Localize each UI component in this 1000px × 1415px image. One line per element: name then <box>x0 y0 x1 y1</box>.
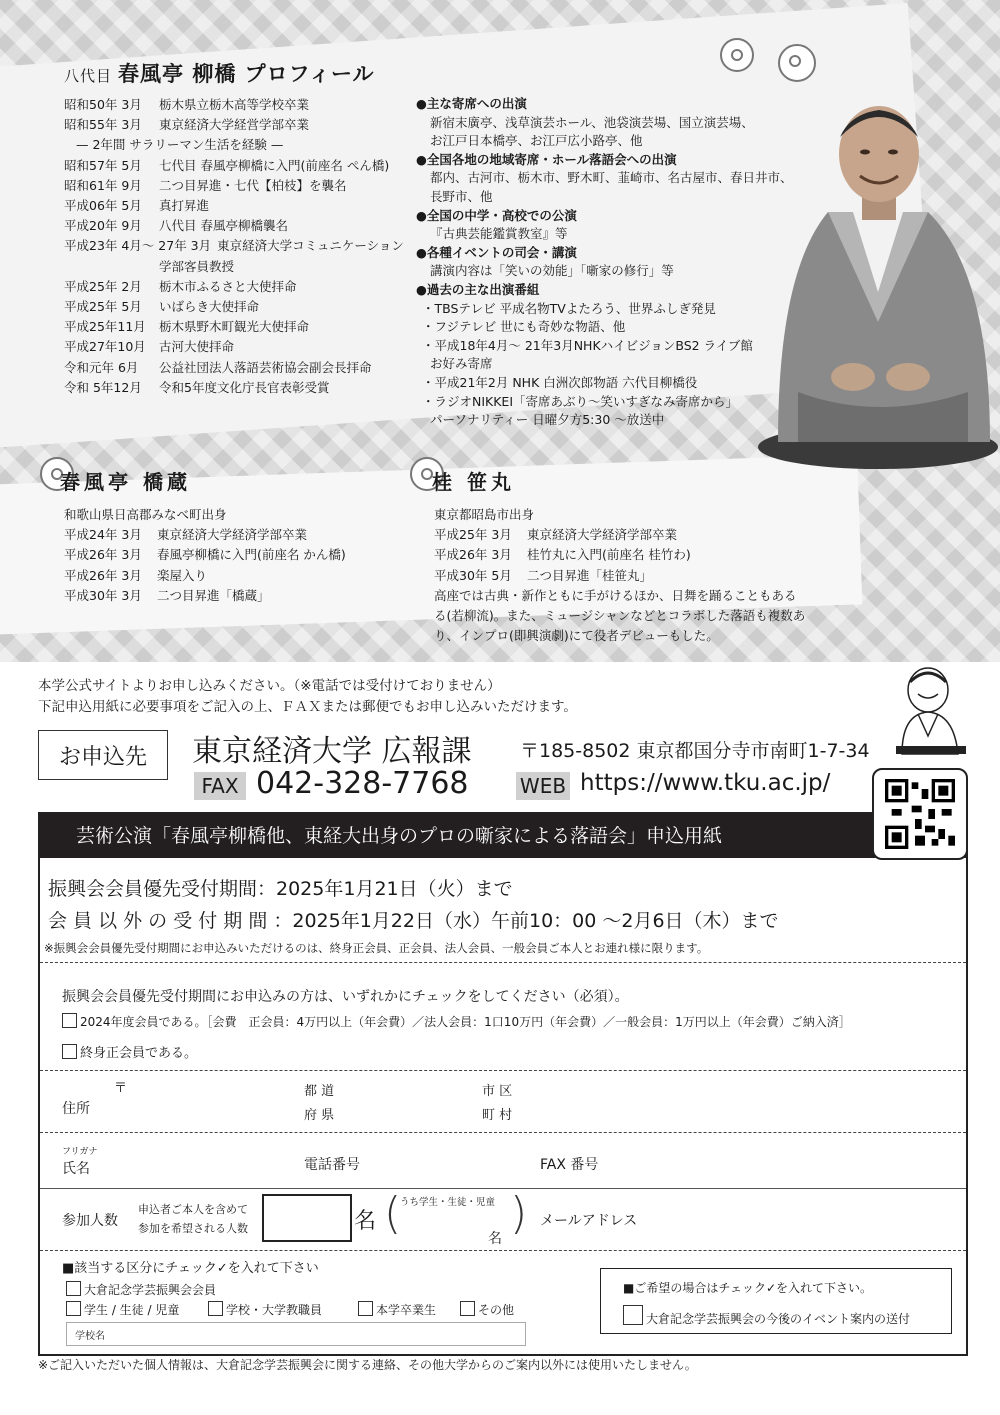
hashizo-timeline <box>64 505 346 606</box>
category-member-label: 大倉記念学芸振興会会員 <box>84 1283 217 1297</box>
timeline-row <box>64 257 404 277</box>
todo-label: 都 道 <box>304 1084 335 1099</box>
timeline-text: 二つ目昇進・七代【柏枝】を襲名 <box>159 177 347 193</box>
timeline-text: 東京経済大学経営学部卒業 <box>159 117 310 133</box>
timeline-text: 栃木市ふるさと大使拝命 <box>159 278 297 294</box>
web-label: WEB <box>516 772 570 800</box>
timeline-date: 平成26年 3月 <box>434 547 512 563</box>
description-line: る(若柳流)。また、ミュージシャンなどとコラボした落語も複数あ <box>434 608 806 624</box>
chouson-label: 町 村 <box>482 1108 513 1123</box>
apply-note-fax-mail: 下記申込用紙に必要事項をご記入の上、ＦＡＸまたは郵便でもお申し込みいただけます。 <box>38 699 577 715</box>
checkbox[interactable] <box>62 1013 77 1028</box>
hashizo-name: 春風亭 橋蔵 <box>60 470 191 494</box>
activity-item: ・TBSテレビ 平成名物TVよたろう、世界ふしぎ発見 <box>422 300 716 316</box>
activity-heading: ●過去の主な出演番組 <box>416 281 540 297</box>
divider <box>40 1188 966 1189</box>
category-staff[interactable] <box>208 1301 322 1318</box>
sasamaru-name: 桂 笹丸 <box>432 470 515 494</box>
timeline-text: 令和5年度文化庁長官表彰受賞 <box>159 379 330 395</box>
activity-item: 『古典芸能鑑賞教室』等 <box>430 226 568 242</box>
category-other[interactable] <box>460 1301 514 1318</box>
category-member[interactable] <box>66 1281 216 1298</box>
timeline-row <box>64 95 404 115</box>
furigana-label: フリガナ <box>62 1147 98 1157</box>
participant-count-input[interactable] <box>262 1194 352 1242</box>
timeline-date: 平成30年 5月 <box>434 567 512 583</box>
profile-section <box>0 0 1000 662</box>
category-staff-label: 学校・大学教職員 <box>226 1303 323 1317</box>
wish-title: ■ご希望の場合はチェック✓を入れて下さい。 <box>623 1281 873 1295</box>
timeline-date: 平成26年 3月 <box>64 567 142 583</box>
period-note: ※振興会会員優先受付期間にお申込みいただけるのは、終身正会員、正会員、法人会員、一般会員ご本人とお連れ様に限ります。 <box>44 941 709 955</box>
student-count-unit[interactable]: 名 <box>488 1231 502 1247</box>
timeline-row <box>64 337 404 357</box>
timeline-row <box>434 566 691 586</box>
timeline-row <box>64 317 404 337</box>
timeline-text: — 2年間 サラリーマン生活を経験 — <box>76 137 284 153</box>
postal-mark: 〒 <box>114 1081 128 1096</box>
timeline-text: 春風亭柳橋に入門(前座名 かん橋) <box>157 547 346 563</box>
timeline-row <box>434 505 691 525</box>
timeline-row <box>64 115 404 135</box>
timeline-date: 平成25年 5月 <box>64 299 142 315</box>
timeline-date: 平成20年 9月 <box>64 218 142 234</box>
activity-heading: ●主な寄席への出演 <box>416 96 527 111</box>
category-other-label: その他 <box>478 1303 515 1317</box>
checkbox[interactable] <box>623 1305 643 1325</box>
timeline-text: 和歌山県日高郡みなべ町出身 <box>64 507 227 522</box>
activity-item: パーソナリティー 日曜夕方5:30 ～放送中 <box>430 412 665 428</box>
timeline-text: 楽屋入り <box>157 567 208 583</box>
divider <box>40 1070 966 1071</box>
activity-heading: ●全国各地の地域寄席・ホール落語会への出演 <box>416 151 677 167</box>
timeline-row <box>64 505 346 525</box>
timeline-date: 昭和57年 5月 <box>64 157 142 173</box>
qr-code[interactable] <box>872 768 968 860</box>
timeline-text: 桂竹丸に入門(前座名 桂竹わ) <box>527 547 691 563</box>
timeline-date: 平成24年 3月 <box>64 527 142 543</box>
sasamaru-description <box>434 586 805 647</box>
timeline-date: 平成25年 3月 <box>434 527 512 543</box>
timeline-date <box>64 135 76 155</box>
activity-item: ・フジテレビ 世にも奇妙な物語、他 <box>422 319 626 335</box>
timeline-row <box>64 277 404 297</box>
application-form <box>38 812 968 1356</box>
phone-label[interactable]: 電話番号 <box>304 1157 360 1173</box>
privacy-note: ※ご記入いただいた個人情報は、大倉記念学芸振興会に関する連絡、その他大学からのご案内以外には使用いたしません。 <box>38 1358 697 1372</box>
form-title: 芸術公演「春風亭柳橋他、東経大出身のプロの噺家による落語会」申込用紙 <box>40 814 966 858</box>
ryukyo-activities <box>416 95 793 430</box>
timeline-row <box>64 176 404 196</box>
school-name-field[interactable] <box>66 1322 526 1346</box>
ryukyo-timeline <box>64 95 404 398</box>
name-label[interactable]: 氏名 <box>62 1161 90 1177</box>
timeline-date: 令和 5年12月 <box>64 379 142 395</box>
divider <box>40 1250 966 1251</box>
address-label[interactable]: 住所 <box>62 1101 90 1117</box>
count-label: 参加人数 <box>62 1213 118 1229</box>
timeline-row <box>64 236 404 256</box>
activity-heading: ●各種イベントの司会・講演 <box>416 244 577 260</box>
timeline-row <box>64 358 404 378</box>
timeline-row <box>64 156 404 176</box>
plum-flower-icon <box>778 44 816 82</box>
activity-heading: ●全国の中学・高校での公演 <box>416 207 577 223</box>
category-title: ■該当する区分にチェック✓を入れて下さい <box>62 1261 319 1276</box>
timeline-date: 平成06年 5月 <box>64 198 142 214</box>
timeline-date: 平成30年 3月 <box>64 587 142 603</box>
bracket-right: ) <box>510 1188 528 1239</box>
timeline-row <box>64 378 404 398</box>
timeline-date: 平成27年10月 <box>64 339 146 355</box>
description-line: り、インプロ(即興演劇)にて役者デビューもした。 <box>434 628 719 644</box>
profile-title <box>64 58 375 88</box>
timeline-text: いばらき大使拝命 <box>159 299 260 315</box>
activity-item: ・平成21年2月 NHK 白洲次郎物語 六代目柳橋役 <box>422 374 698 390</box>
count-note-1: 申込者ご本人を含めて <box>138 1203 248 1216</box>
fuken-label: 府 県 <box>304 1108 335 1123</box>
timeline-row <box>64 196 404 216</box>
checkbox[interactable] <box>358 1301 373 1316</box>
timeline-text: 公益社団法人落語芸術協会副会長拝命 <box>159 359 372 375</box>
checkbox[interactable] <box>208 1301 223 1316</box>
category-alumni[interactable] <box>358 1301 436 1318</box>
divider <box>40 962 966 963</box>
timeline-text: 栃木県立栃木高等学校卒業 <box>159 97 310 112</box>
email-label[interactable]: メールアドレス <box>540 1213 638 1229</box>
description-line: 高座では古典・新作ともに手がけるほか、日舞を踊ることもある <box>434 588 797 603</box>
timeline-row <box>64 545 346 565</box>
activity-item: お江戸日本橋亭、お江戸広小路亭、他 <box>430 133 643 149</box>
timeline-row <box>64 297 404 317</box>
activity-item: 都内、古河市、栃木市、野木町、韮崎市、名古屋市、春日井市、 <box>430 170 793 186</box>
timeline-row <box>434 525 691 545</box>
category-student-label: 学生 / 生徒 / 児童 <box>84 1303 180 1317</box>
timeline-text: 八代目 春風亭柳橋襲名 <box>159 218 288 234</box>
timeline-date <box>64 257 159 277</box>
shiku-label: 市 区 <box>482 1084 513 1099</box>
timeline-text: 東京経済大学経済学部卒業 <box>157 527 308 543</box>
timeline-date: 平成26年 3月 <box>64 547 142 563</box>
count-note-2: 参加を希望される人数 <box>138 1222 248 1235</box>
checkbox[interactable] <box>460 1301 475 1316</box>
performer-photo <box>758 92 1000 472</box>
apply-note-online: 本学公式サイトよりお申し込みください。（※電話では受付けておりません） <box>38 678 501 694</box>
sasamaru-timeline <box>434 505 691 586</box>
timeline-text: 東京経済大学コミュニケーション <box>217 238 404 254</box>
timeline-text: 学部客員教授 <box>159 258 235 274</box>
member-priority-period: 振興会会員優先受付期間：2025年1月21日（火）まで <box>48 878 513 900</box>
generation-label: 八代目 <box>64 67 113 85</box>
timeline-row <box>64 525 346 545</box>
wish-box <box>600 1268 952 1334</box>
school-name-label: 学校名 <box>75 1331 105 1342</box>
timeline-text: 七代目 春風亭柳橋に入門(前座名 ぺん橋) <box>159 157 390 173</box>
timeline-date: 平成25年 2月 <box>64 278 142 294</box>
activity-item: お好み寄席 <box>430 356 493 372</box>
category-student[interactable] <box>66 1301 179 1318</box>
timeline-date: 平成23年 4月～ 27年 3月 <box>64 238 212 254</box>
divider <box>40 1132 966 1133</box>
activity-item: 新宿末廣亭、浅草演芸ホール、池袋演芸場、国立演芸場、 <box>430 114 754 130</box>
profile-name: 春風亭 柳橋 プロフィール <box>118 62 375 86</box>
check-instruction: 振興会会員優先受付期間にお申込みの方は、いずれかにチェックをしてください（必須）。 <box>62 989 629 1005</box>
checkbox[interactable] <box>62 1044 77 1059</box>
bracket-left: ( <box>384 1188 402 1239</box>
student-count-note: うち学生・生徒・児童 <box>400 1197 496 1208</box>
timeline-text: 真打昇進 <box>159 198 210 214</box>
timeline-text: 古河大使拝命 <box>159 339 235 355</box>
timeline-text: 栃木県野木町観光大使拝命 <box>159 319 310 335</box>
general-period: 会 員 以 外 の 受 付 期 間 ：2025年1月22日（水）午前10：00 ～2月6日（木）まで <box>48 910 779 932</box>
checkbox[interactable] <box>66 1301 81 1316</box>
qr-code-icon <box>885 779 955 849</box>
count-unit: 名 <box>354 1209 377 1234</box>
timeline-text: 東京都昭島市出身 <box>434 507 535 522</box>
activity-item: ・平成18年4月～ 21年3月NHKハイビジョンBS2 ライブ館 <box>422 337 753 353</box>
activity-item: ・ラジオNIKKEI「寄席あぶり～笑いすぎなみ寄席から」 <box>422 393 739 409</box>
timeline-date: 昭和61年 9月 <box>64 177 142 193</box>
timeline-text: 東京経済大学経済学部卒業 <box>527 527 678 543</box>
check-member-2024-label: 2024年度会員である。［会費 正会員：4万円以上（年会費）／法人会員：1口10万円（年会費）／一般会員：1万円以上（年会費）ご納入済］ <box>80 1015 851 1029</box>
activity-item: 講演内容は「笑いの効能」「噺家の修行」等 <box>430 263 674 279</box>
timeline-text: 二つ目昇進「橋蔵」 <box>157 587 270 603</box>
fax-number: 042-328-7768 <box>256 766 469 801</box>
timeline-date: 令和元年 6月 <box>64 359 139 375</box>
timeline-row <box>434 545 691 565</box>
activity-item: 長野市、他 <box>430 188 493 204</box>
apply-address: 〒185-8502 東京都国分寺市南町1-7-34 <box>520 740 870 762</box>
wish-event-info-label: 大倉記念学芸振興会の今後のイベント案内の送付 <box>646 1312 911 1326</box>
timeline-row <box>64 216 404 236</box>
timeline-date: 平成25年11月 <box>64 319 146 335</box>
check-life-member[interactable] <box>62 1042 197 1061</box>
rakugo-character-illustration <box>888 664 970 756</box>
website-link[interactable]: https://www.tku.ac.jp/ <box>580 770 831 796</box>
fax-label: FAX <box>194 772 246 800</box>
timeline-row <box>64 586 346 606</box>
apply-organization: 東京経済大学 広報課 <box>192 734 472 769</box>
plum-flower-icon <box>720 38 754 72</box>
checkbox[interactable] <box>66 1281 81 1296</box>
timeline-row <box>64 566 346 586</box>
check-life-member-label: 終身正会員である。 <box>80 1046 198 1061</box>
check-member-2024[interactable] <box>62 1013 851 1030</box>
fax-field-label[interactable]: FAX 番号 <box>540 1157 599 1173</box>
category-alumni-label: 本学卒業生 <box>376 1303 437 1317</box>
timeline-text: 二つ目昇進「桂笹丸」 <box>527 567 653 583</box>
apply-destination-label: お申込先 <box>38 730 168 780</box>
timeline-row <box>64 135 404 155</box>
timeline-date: 昭和55年 3月 <box>64 117 142 133</box>
timeline-date: 昭和50年 3月 <box>64 97 142 112</box>
wish-event-info[interactable] <box>623 1305 910 1327</box>
